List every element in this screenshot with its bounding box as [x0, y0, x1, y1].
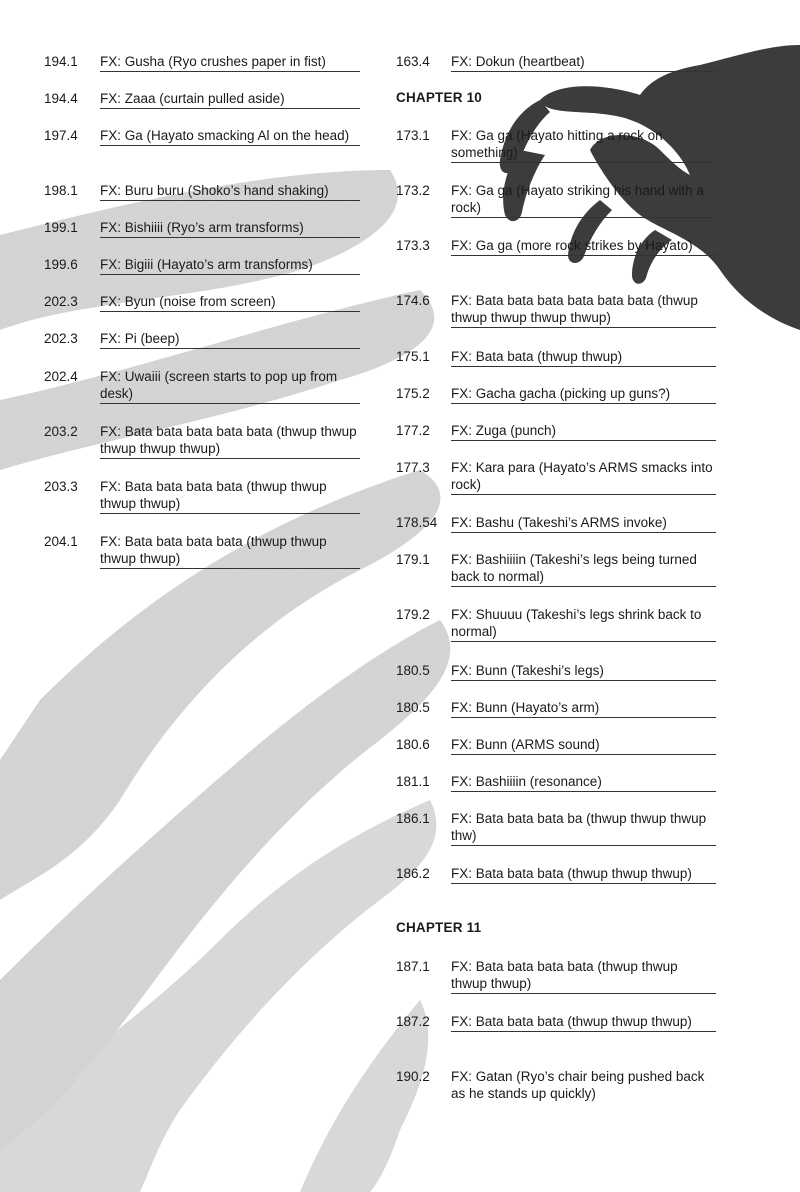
fx-description: FX: Gusha (Ryo crushes paper in fist) — [100, 53, 360, 72]
fx-description: FX: Ga ga (Hayato hitting a rock on something) — [451, 127, 716, 163]
page-panel-number: 179.2 — [396, 607, 430, 622]
fx-description: FX: Byun (noise from screen) — [100, 293, 360, 312]
page-panel-number: 186.1 — [396, 811, 430, 826]
page-panel-number: 175.2 — [396, 386, 430, 401]
fx-description: FX: Kara para (Hayato’s ARMS smacks into rock) — [451, 459, 716, 495]
page-panel-number: 178.54 — [396, 515, 438, 530]
page-panel-number: 173.2 — [396, 183, 430, 198]
fx-description: FX: Zuga (punch) — [451, 422, 716, 441]
fx-description: FX: Ga (Hayato smacking Al on the head) — [100, 127, 360, 146]
page-panel-number: 179.1 — [396, 552, 430, 567]
page-panel-number: 202.3 — [44, 294, 78, 309]
page-panel-number: 203.2 — [44, 424, 78, 439]
fx-description: FX: Dokun (heartbeat) — [451, 53, 716, 72]
page-panel-number: 180.5 — [396, 700, 430, 715]
fx-description: FX: Bashiiiin (resonance) — [451, 773, 716, 792]
fx-description: FX: Zaaa (curtain pulled aside) — [100, 90, 360, 109]
fx-description: FX: Bunn (Hayato’s arm) — [451, 699, 716, 718]
page-panel-number: 163.4 — [396, 54, 430, 69]
fx-description: FX: Bashiiiin (Takeshi’s legs being turned back to normal) — [451, 551, 716, 587]
fx-description: FX: Bata bata bata (thwup thwup thwup) — [451, 1013, 716, 1032]
page-panel-number: 180.6 — [396, 737, 430, 752]
fx-description: FX: Bata bata bata bata (thwup thwup thwup thwup) — [100, 533, 360, 569]
fx-description: FX: Pi (beep) — [100, 330, 360, 349]
chapter-heading: CHAPTER 11 — [396, 920, 482, 935]
fx-description: FX: Bata bata bata bata (thwup thwup thwup thwup) — [100, 478, 360, 514]
page-panel-number: 186.2 — [396, 866, 430, 881]
fx-description: FX: Bata bata bata bata (thwup thwup thwup thwup) — [451, 958, 716, 994]
fx-description: FX: Bunn (ARMS sound) — [451, 736, 716, 755]
page-panel-number: 194.4 — [44, 91, 78, 106]
page-panel-number: 199.6 — [44, 257, 78, 272]
fx-description: FX: Bata bata (thwup thwup) — [451, 348, 716, 367]
page-panel-number: 203.3 — [44, 479, 78, 494]
page-panel-number: 187.2 — [396, 1014, 430, 1029]
page-panel-number: 174.6 — [396, 293, 430, 308]
page-panel-number: 204.1 — [44, 534, 78, 549]
page-panel-number: 173.3 — [396, 238, 430, 253]
fx-description: FX: Buru buru (Shoko’s hand shaking) — [100, 182, 360, 201]
page-panel-number: 181.1 — [396, 774, 430, 789]
page-panel-number: 173.1 — [396, 128, 430, 143]
page-panel-number: 202.4 — [44, 369, 78, 384]
fx-description: FX: Gacha gacha (picking up guns?) — [451, 385, 716, 404]
page-panel-number: 194.1 — [44, 54, 78, 69]
fx-description: FX: Shuuuu (Takeshi’s legs shrink back to normal) — [451, 606, 716, 642]
page-panel-number: 180.5 — [396, 663, 430, 678]
fx-description: FX: Gatan (Ryo’s chair being pushed back as he stands up quickly) — [451, 1069, 705, 1101]
page-panel-number: 177.2 — [396, 423, 430, 438]
page-panel-number: 187.1 — [396, 959, 430, 974]
chapter-heading: CHAPTER 10 — [396, 90, 483, 105]
fx-description: FX: Bunn (Takeshi’s legs) — [451, 662, 716, 681]
fx-description: FX: Uwaiii (screen starts to pop up from desk) — [100, 368, 360, 404]
fx-description: FX: Bata bata bata (thwup thwup thwup) — [451, 865, 716, 884]
page-panel-number: 177.3 — [396, 460, 430, 475]
page-panel-number: 202.3 — [44, 331, 78, 346]
page-panel-number: 199.1 — [44, 220, 78, 235]
fx-description: FX: Bata bata bata ba (thwup thwup thwup thw) — [451, 810, 716, 846]
fx-description: FX: Bata bata bata bata bata (thwup thwup thwup thwup thwup) — [100, 423, 360, 459]
page-panel-number: 197.4 — [44, 128, 78, 143]
page-panel-number: 175.1 — [396, 349, 430, 364]
fx-description: FX: Bigiii (Hayato’s arm transforms) — [100, 256, 360, 275]
fx-description: FX: Bashu (Takeshi’s ARMS invoke) — [451, 514, 716, 533]
page-panel-number: 190.2 — [396, 1069, 430, 1084]
fx-description: FX: Bata bata bata bata bata bata (thwup thwup thwup thwup thwup) — [451, 292, 716, 328]
page-panel-number: 198.1 — [44, 183, 78, 198]
fx-description: FX: Ga ga (more rock strikes by Hayato) — [451, 237, 716, 256]
fx-description: FX: Bishiiii (Ryo’s arm transforms) — [100, 219, 360, 238]
fx-description: FX: Ga ga (Hayato striking his hand with a rock) — [451, 182, 716, 218]
